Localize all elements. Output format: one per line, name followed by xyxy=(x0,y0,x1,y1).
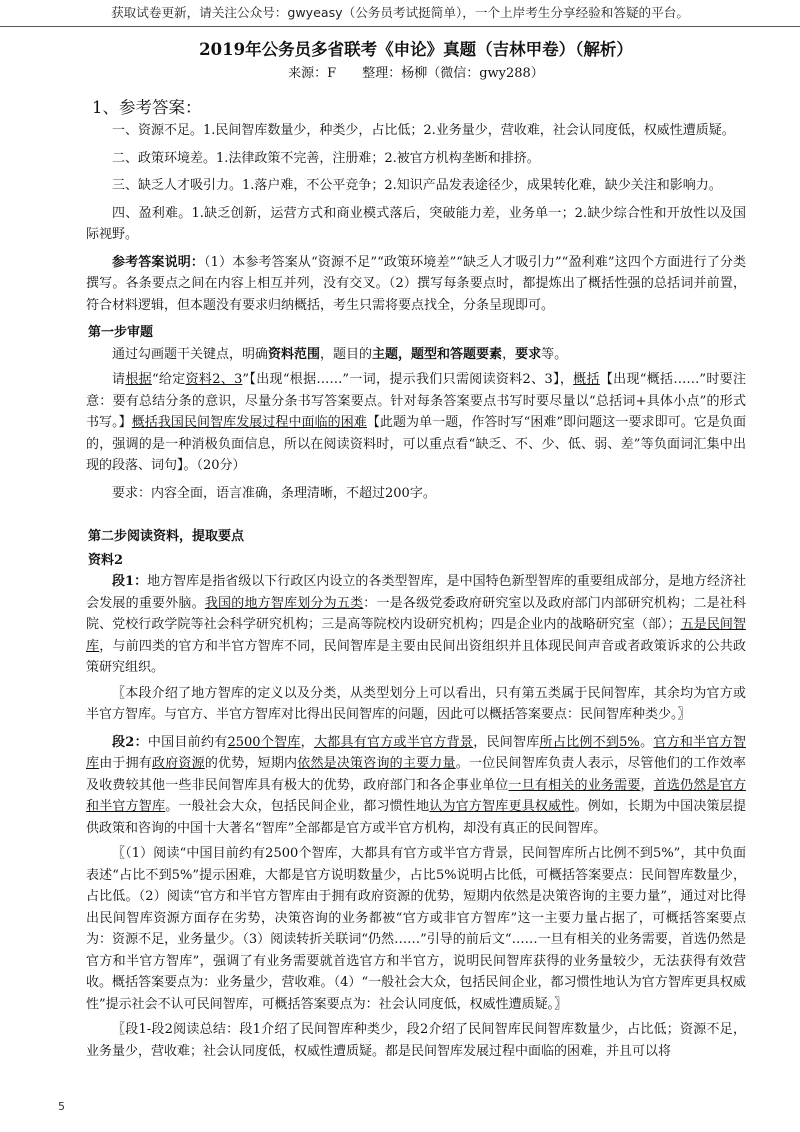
text-run: 。一位民间智库负责人表示，尽管他们的工作效率及收费较其他一些非民间智库具有极大的优势，政府部门和各企事业单位 xyxy=(86,756,746,793)
answer-heading: 1、参考答案： xyxy=(92,98,202,117)
answer-item-4: 四、盈利难。1.缺乏创新，运营方式和商业模式落后，突破能力差，业务单一；2.缺少综合性和开放性以及国际视野。 xyxy=(86,205,746,242)
text-run: 请 xyxy=(112,372,126,387)
material-paragraph-1 xyxy=(86,571,746,679)
underlined-run: 我国的地方智库划分为五类 xyxy=(204,595,364,611)
text-run: 【出现“概括……”时要注意：要有总结分条的意识，尽量分条书写答案要点。针对每条答案要点书写时要尽量以“总括词+具体小点”的形式书写。】 xyxy=(86,372,746,430)
text-run: ，民间智库 xyxy=(473,734,540,750)
text-run: 等。 xyxy=(541,346,568,362)
document-body xyxy=(86,30,746,1062)
material-paragraph-2 xyxy=(86,732,746,840)
answer-item-1: 一、资源不足。1.民间智库数量少，种类少，占比低；2.业务量少，营收难，社会认同度低，权威性遭质疑。 xyxy=(112,123,735,138)
text-run: ， xyxy=(640,777,654,793)
text-run: ”【出现“根据……”一词，提示我们只需阅读资料2、3】， xyxy=(242,372,574,387)
text-run: 中国目前约有 xyxy=(147,734,228,750)
explanation-text: （1）本参考答案从“资源不足”“政策环境差”“缺乏人才吸引力”“盈利难”这四个方面进行了分类撰写。各条要点之间在内容上相互并列，没有交叉。（2）撰写每条要点时，都提炼出了概括性强的总括词并前置，符合材料逻辑，但本题没有要求归纳概括，考生只需将要点找全，分条呈现即可。 xyxy=(86,254,746,313)
text-run: 。一般社会大众，包括民间企业，都习惯性地 xyxy=(165,799,430,814)
underlined-run: 根据 xyxy=(125,372,152,387)
analysis-note-2: 〖（1）阅读“中国目前约有2500个智库，大都具有官方或半官方背景，民间智库所占比例不到5%”，其中负面表述“占比不到5%”提示困难，大都是官方说明数量少，占比5%说明占比低，可概括答案要点：民间智库数量少，占比低。（2）阅读“官方和半官方智库由于拥有政府资源的优势，短期内依然是决策咨询的主要力量”，通过对比得出民间智库资源方面存在劣势，决策咨询的业务都被“官方或非官方智库”这一主要力量占据了，可概括答案要点为：资源不足，业务量少。（3）阅读转折关联词“仍然……”引导的前后文“……一旦有相关的业务需要，首选仍然是官方和半官方智库”，强调了有业务需要就首选官方和半官方，说明民间智库获得的业务量较少，无法获得有效营收。概括答案要点为：业务量少，营收难。（4）“一般社会大众，包括民间企业，都习惯性地认为官方智库更具权威性”提示社会不认可民间智库，可概括答案要点为：社会认同度低，权威性遭质疑。〗 xyxy=(86,846,746,1012)
underlined-run: 概括我国民间智库发展过程中面临的困难 xyxy=(131,415,367,430)
answer-item-2: 二、政策环境差。1.法律政策不完善，注册难；2.被官方机构垄断和排挤。 xyxy=(112,150,540,166)
text-run: 通过勾画题干关键点，明确 xyxy=(112,346,269,362)
question-text xyxy=(86,369,746,477)
underlined-run: 大都具有官方或半官方背景 xyxy=(313,734,474,750)
page-number: 5 xyxy=(58,1100,65,1113)
text-run: ， xyxy=(300,734,314,750)
underlined-run: 政府资源 xyxy=(152,756,205,771)
text-run: ， xyxy=(502,346,516,362)
text-run: “给定 xyxy=(151,372,186,387)
text-run: 的优势，短期内 xyxy=(204,756,298,771)
top-banner: 获取试卷更新，请关注公众号：gwyeasy（公务员考试挺简单），一个上岸考生分享经验和答疑的平台。 xyxy=(0,0,800,27)
text-run: 。例如，长期为中国决策层提供政策和咨询的中国十大著名“智库”全部都是官方或半官方机构，却没有真正的民间智库。 xyxy=(86,799,746,836)
underlined-run: 所占比例不到5% xyxy=(539,734,640,750)
analysis-note-1: 〖本段介绍了地方智库的定义以及分类，从类型划分上可以看出，只有第五类属于民间智库，其余均为官方或半官方智库。与官方、半官方智库对比得出民间智库的问题，因此可以概括答案要点：民间智库种类少。〗 xyxy=(86,685,746,722)
answer-item-3: 三、缺乏人才吸引力。1.落户难，不公平竞争；2.知识产品发表途径少，成果转化难，缺少关注和影响力。 xyxy=(112,178,722,193)
underlined-run: 一旦有相关的业务需要 xyxy=(508,777,641,793)
text-run-bold: 主题，题型和答题要素 xyxy=(372,346,503,362)
text-run-bold: 要求 xyxy=(515,346,542,362)
underlined-run: 首选仍然是官方和半官方智库 xyxy=(86,777,746,814)
underlined-run: 官方和半官方智库 xyxy=(86,734,746,771)
text-run: 由于拥有 xyxy=(99,756,153,771)
question-requirements: 要求：内容全面，语言准确，条理清晰，不超过200字。 xyxy=(112,485,436,501)
text-run: 地方智库是指省级以下行政区内设立的各类型智库，是中国特色新型智库的重要组成部分，是地方经济社会发展的重要外脑。 xyxy=(86,574,746,611)
underlined-run: 2500个智库 xyxy=(227,734,301,750)
answer-explanation xyxy=(86,252,746,317)
paragraph-label: 段1： xyxy=(112,574,148,589)
underlined-run: 概括 xyxy=(573,372,600,387)
text-run-bold: 资料范围 xyxy=(268,346,321,362)
text-run: 【此题为单一题，作答时写“困难”即问题这一要求即可。它是负面的，强调的是一种消极负面信息，所以在阅读资料时，可以重点看“缺乏、不、少、低、弱、差”等负面词汇集中出现的段落、词句】。（20分） xyxy=(86,415,746,473)
explanation-label: 参考答案说明： xyxy=(112,254,205,270)
page-title: 2019年公务员多省联考《申论》真题（吉林甲卷）（解析） xyxy=(199,40,633,59)
step2-heading: 第二步阅读资料，提取要点 xyxy=(88,529,245,544)
step1-heading: 第一步审题 xyxy=(88,325,154,340)
underlined-run: 认为官方智库更具权威性 xyxy=(429,799,575,814)
text-run: ：一是各级党委政府研究室以及政府部门内部研究机构；二是社科院、党校行政学院等社会科学研究机构；三是高等院校内设研究机构；四是企业内的战略研究室（部）； xyxy=(86,595,746,632)
text-run: 。 xyxy=(639,734,654,750)
text-run: ，与前四类的官方和半官方智库不同，民间智库是主要由民间出资组织并且体现民间声音或者政策诉求的公共政策研究组织。 xyxy=(86,638,746,675)
underlined-run: 资料2、3 xyxy=(185,372,243,387)
underlined-run: 依然是决策咨询的主要力量 xyxy=(297,756,456,771)
analysis-note-3: 〖段1-段2阅读总结：段1介绍了民间智库种类少，段2介绍了民间智库民间智库数量少，占比低；资源不足，业务量少，营收难；社会认同度低，权威性遭质疑。都是民间智库发展过程中面临的困难，并且可以将 xyxy=(86,1022,746,1059)
source-line: 来源：F 整理：杨柳（微信：gwy288） xyxy=(288,66,544,81)
text-run: ，题目的 xyxy=(320,346,373,362)
underlined-run: 五是民间智库 xyxy=(86,617,746,654)
paragraph-label: 段2： xyxy=(112,734,148,750)
material-label: 资料2 xyxy=(88,552,124,568)
step1-intro xyxy=(86,344,746,366)
